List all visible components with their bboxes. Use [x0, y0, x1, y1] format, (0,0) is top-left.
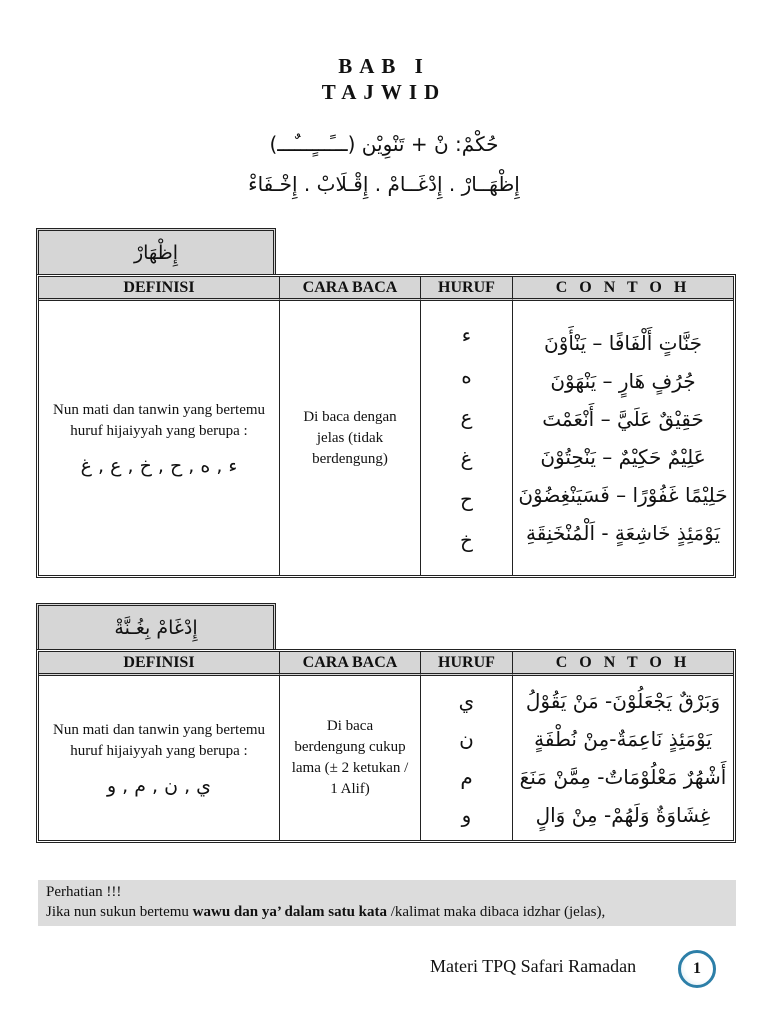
izhar-huruf-cell — [421, 301, 513, 575]
huruf-letter: ع — [460, 405, 473, 429]
izhar-cara-baca-text: Di baca dengan jelas (tidak berdengung) — [303, 408, 397, 467]
page-number-badge — [678, 950, 716, 988]
chapter-number: BAB I — [338, 54, 430, 78]
huruf-letter: ه — [461, 364, 472, 388]
izhar-contoh-list — [518, 324, 727, 552]
huruf-letter: م — [460, 765, 473, 789]
idgham-definisi-cell — [39, 676, 280, 840]
idgham-contoh-cell — [513, 676, 733, 840]
col-header-huruf: HURUF — [421, 277, 513, 301]
note-body-end: /kalimat maka dibaca idzhar (jelas), — [387, 904, 606, 920]
idgham-definisi-text: Nun mati dan tanwin yang bertemu huruf hijaiyyah yang berupa : — [52, 721, 266, 759]
col-header-definisi: DEFINISI — [39, 277, 280, 301]
huruf-letter: ء — [461, 323, 472, 347]
note-body-start: Jika nun sukun bertemu — [46, 904, 193, 920]
idgham-cara-baca-text: Di baca berdengung cukup lama (± 2 ketukan / 1 Alif) — [291, 718, 409, 797]
contoh-example: أَشْهُرٌ مَعْلُوْمَاتٌ- مِمَّنْ مَنَعَ — [519, 765, 727, 789]
contoh-example: حَلِيْمًا غَفُوْرًا – فَسَيَنْغِضُوْنَ — [518, 483, 728, 507]
izhar-section — [36, 228, 736, 578]
hukum-categories: إِظْهَــارْ . إِدْغَــامْ . إِقْـلَابْ . إِخْـفَاءْ — [248, 172, 520, 196]
izhar-definisi-text: Nun mati dan tanwin yang bertemu huruf hijaiyyah yang berupa : — [52, 401, 266, 439]
col-header-contoh: C O N T O H — [513, 652, 733, 676]
izhar-cara-baca-cell — [280, 301, 421, 575]
note-body — [46, 902, 728, 922]
huruf-letter: ي — [458, 689, 475, 713]
huruf-letter: غ — [460, 446, 473, 470]
col-header-definisi: DEFINISI — [39, 652, 280, 676]
col-header-contoh: C O N T O H — [513, 277, 733, 301]
contoh-example: جَنَّاتٍ أَلْفَافًا – يَنْأَوْنَ — [544, 331, 702, 355]
huruf-letter: ح — [460, 487, 473, 511]
idgham-table — [36, 649, 736, 843]
page-number: 1 — [693, 960, 701, 977]
huruf-letter: خ — [460, 528, 473, 552]
huruf-letter: ن — [459, 727, 474, 751]
note-title: Perhatian !!! — [46, 884, 122, 900]
izhar-tab-label: إِظْهَارْ — [36, 228, 276, 274]
idgham-definisi-huruf: ي , ن , م , و — [106, 774, 212, 797]
idgham-huruf-list — [459, 682, 475, 834]
idgham-cara-baca-cell — [280, 676, 421, 840]
contoh-example: وَبَرْقٌ يَجْعَلُوْنَ- مَنْ يَقُوْلُ — [525, 689, 721, 713]
izhar-table — [36, 274, 736, 578]
izhar-definisi-huruf: ء , ه , ح , خ , ع , غ — [80, 454, 238, 477]
huruf-letter: و — [461, 803, 472, 827]
izhar-huruf-list — [460, 315, 473, 561]
contoh-example: حَقِيْقٌ عَلَيَّ – أَنْعَمْتَ — [542, 407, 704, 431]
hukum-formula: حُكْمْ: نْ + تَنْوِيْن (ـــًـــٍـــٌـــ) — [269, 132, 499, 156]
contoh-example: غِشَاوَةٌ وَلَهُمْ- مِنْ وَالٍ — [535, 803, 711, 827]
col-header-cara-baca: CARA BACA — [280, 277, 421, 301]
idgham-tab-label: إِدْغَامْ بِغُـنَّةْ — [36, 603, 276, 649]
contoh-example: يَوْمَئِذٍ خَاشِعَةٍ - اَلْمُنْخَنِقَةِ — [525, 521, 721, 545]
idgham-huruf-cell — [421, 676, 513, 840]
note-body-bold: wawu dan ya’ dalam satu kata — [192, 904, 387, 920]
contoh-example: يَوْمَئِذٍ نَاعِمَةٌ-مِنْ نُطْفَةٍ — [534, 727, 712, 751]
izhar-definisi-cell — [39, 301, 280, 575]
contoh-example: عَلِيْمٌ حَكِيْمٌ – يَنْحِتُوْنَ — [540, 445, 706, 469]
idgham-section — [36, 603, 736, 843]
attention-note — [38, 880, 736, 926]
col-header-huruf: HURUF — [421, 652, 513, 676]
chapter-title: TAJWID — [321, 80, 447, 104]
col-header-cara-baca: CARA BACA — [280, 652, 421, 676]
contoh-example: جُرُفٍ هَارٍ – يَنْهَوْنَ — [550, 369, 696, 393]
idgham-contoh-list — [520, 682, 727, 834]
izhar-contoh-cell — [513, 301, 733, 575]
footer-title: Materi TPQ Safari Ramadan — [430, 956, 637, 976]
